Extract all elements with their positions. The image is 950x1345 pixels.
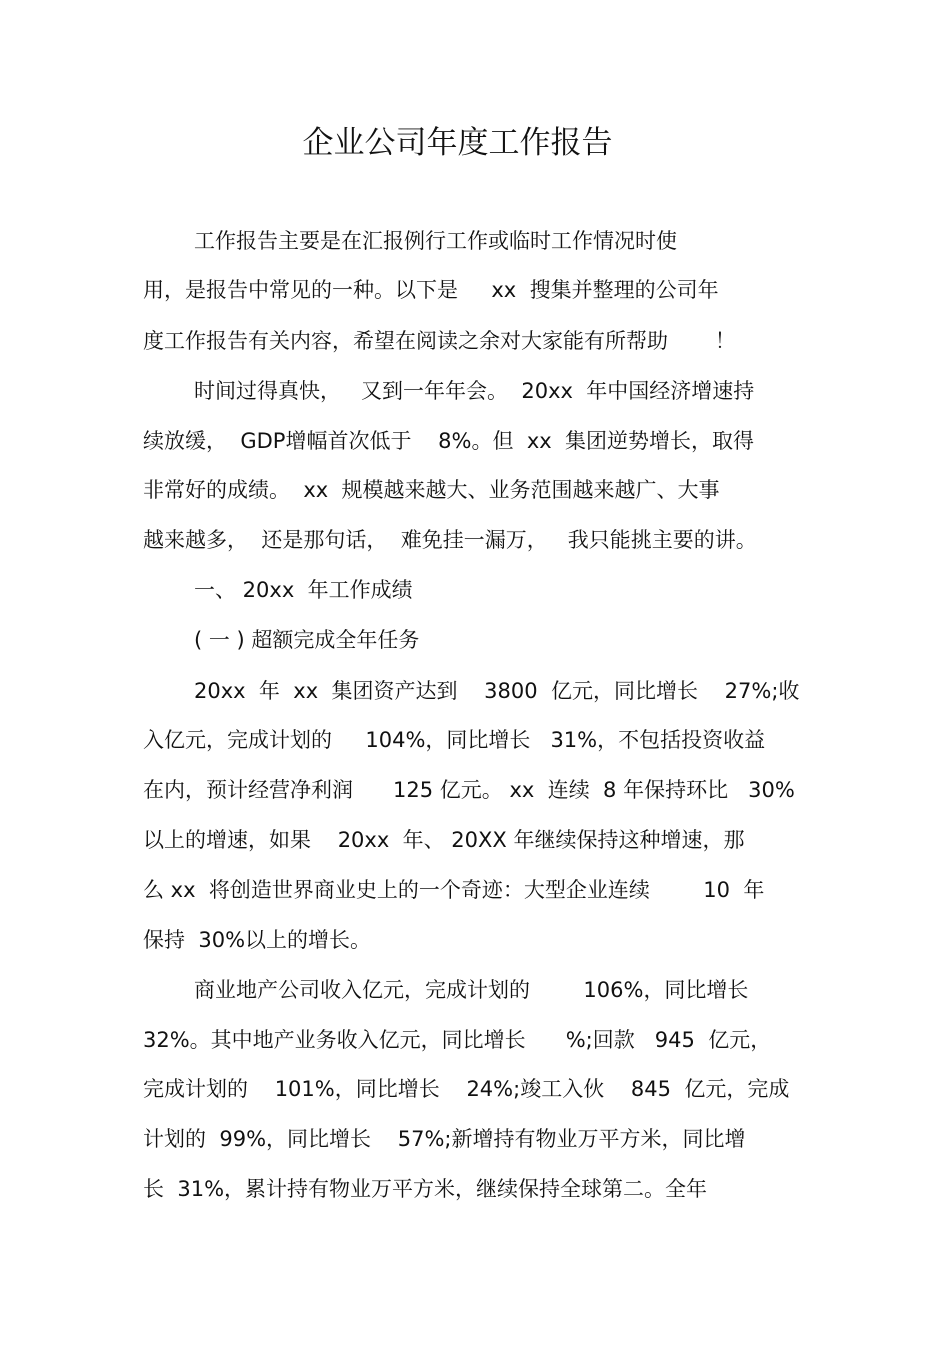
- text-line: 32%。其中地产业务收入亿元，同比增长 %;回款 945 亿元，: [143, 1028, 772, 1052]
- text-line: 时间过得真快， 又到一年年会。 20xx 年中国经济增速持: [194, 379, 755, 403]
- text-line: 以上的增速，如果 20xx 年、 20XX 年继续保持这种增速，那: [143, 828, 745, 852]
- text-line: 完成计划的 101%，同比增长 24%;竣工入伙 845 亿元，完成: [143, 1077, 790, 1101]
- text-line: 入亿元，完成计划的 104%，同比增长 31%，不包括投资收益: [143, 728, 766, 752]
- text-line: 非常好的成绩。 xx 规模越来越大、业务范围越来越广、大事: [143, 478, 720, 502]
- text-line: 续放缓， GDP增幅首次低于 8%。但 xx 集团逆势增长，取得: [143, 429, 755, 453]
- subsection-heading: ( 一 ) 超额完成全年任务: [194, 628, 420, 652]
- text-line: 度工作报告有关内容，希望在阅读之余对大家能有所帮助 ！: [143, 329, 736, 353]
- text-line: 计划的 99%，同比增长 57%;新增持有物业万平方米，同比增: [143, 1127, 746, 1151]
- page-title: 企业公司年度工作报告: [302, 125, 613, 161]
- text-line: 越来越多， 还是那句话， 难免挂一漏万， 我只能挑主要的讲。: [143, 528, 757, 552]
- text-line: 20xx 年 xx 集团资产达到 3800 亿元，同比增长 27%;收: [194, 679, 800, 703]
- text-line: 商业地产公司收入亿元，完成计划的 106%，同比增长: [194, 978, 749, 1002]
- text-line: 工作报告主要是在汇报例行工作或临时工作情况时使: [194, 229, 677, 253]
- text-line: 长 31%，累计持有物业万平方米，继续保持全球第二。全年: [143, 1177, 708, 1201]
- text-line: 用，是报告中常见的一种。以下是 xx 搜集并整理的公司年: [143, 278, 719, 302]
- section-heading: 一、 20xx 年工作成绩: [194, 578, 413, 602]
- text-line: 在内，预计经营净利润 125 亿元。 xx 连续 8 年保持环比 30%: [143, 778, 795, 802]
- text-line: 保持 30%以上的增长。: [143, 928, 372, 952]
- text-line: 么 xx 将创造世界商业史上的一个奇迹：大型企业连续 10 年: [143, 878, 765, 902]
